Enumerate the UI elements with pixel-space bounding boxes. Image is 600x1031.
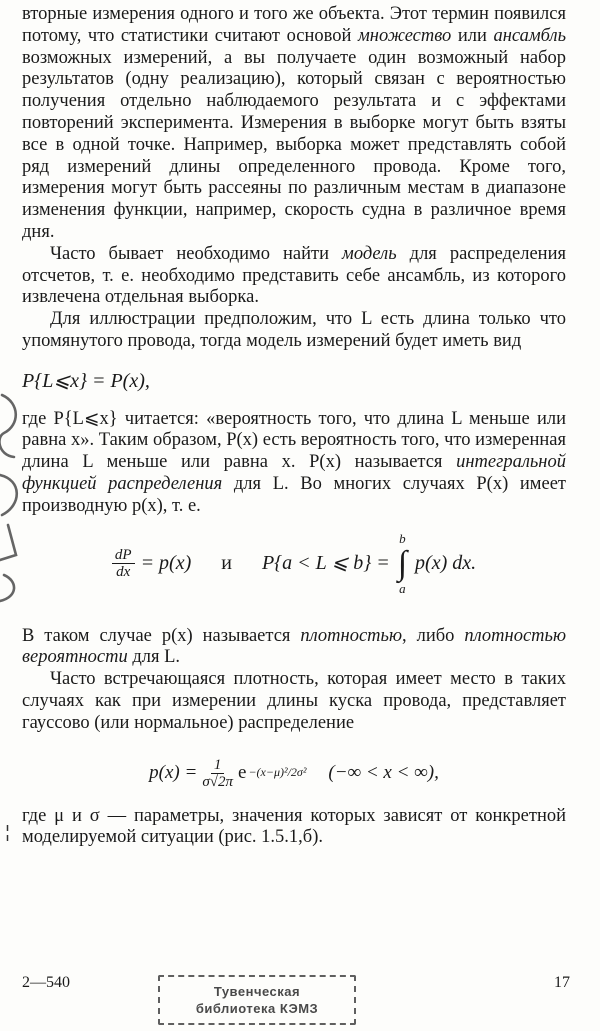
library-stamp (158, 975, 356, 1025)
formula-cdf: P{L⩽x} = P(x), (22, 369, 150, 392)
paragraph-4: где P{L⩽x} читается: «вероятность того, что длина L меньше или равна x». Таким образом, P(x) есть вероятность того, что измеренная длина L меньше или равна x. P(x) называется интегральной функцией распределения для L. Во многих случаях P(x) имеет производную p(x), т. е. (22, 408, 566, 516)
formula-density-integral: $\frac{dP}{dx}$ = p(x) и P{a < L ⩽ b} = b ∫ a p(x) dx. (22, 518, 566, 626)
paragraph-1: вторные измерения одного и того же объекта. Этот термин появился потому, что статистики считают основой множество или ансамбль возможных измерений, а вы получаете один возможный набор результатов (одну реализацию), который связан с вероятностью получения отдельно наблюдаемого результата и с эффектами повторений эксперимента. Измерения в выборке могут быть взяты все в одной точке. Например, выборка может представлять собой ряд измерений длины определенного провода. Кроме того, измерения могут быть рассеяны по различным местам в диапазоне изменения функции, например, скорость судна в различное время дня. (22, 4, 566, 242)
paragraph-5: В таком случае p(x) называется плотностью, либо плотностью вероятности для L. (22, 625, 566, 668)
margin-tick-mark (6, 825, 9, 841)
body-text (22, 4, 566, 849)
stamp-line-1: Тувенческая (213, 984, 301, 999)
paragraph-3: Для иллюстрации предположим, что L есть длина только что упомянутого провода, тогда модель измерений будет иметь вид (22, 309, 566, 351)
page-number: 17 (554, 974, 570, 991)
paragraph-6: Часто встречающаяся плотность, которая имеет место в таких случаях как при измерении длины куска провода, представляет гауссово (или нормальное) распределение (22, 669, 566, 733)
integral-sign: b ∫ a (397, 530, 408, 596)
formula-gaussian: p(x) = $\frac{1}{\sigma√2\pi}$ e −(x−μ)²/2σ² (−∞ < x < ∞), (149, 756, 439, 790)
paragraph-2: Часто бывает необходимо найти модель для распределения отсчетов, т. е. необходимо представить себе ансамбль, из которого извлечена отдельная выборка. (22, 243, 566, 308)
stamp-line-2: библиотека КЭМЗ (195, 1001, 319, 1016)
fraction-normalization: $\frac{1}{\sigma√2\pi}$ (202, 756, 233, 790)
paragraph-7: где μ и σ — параметры, значения которых зависят от конкретной моделируемой ситуации (рис. 1.5.1,б). (22, 805, 566, 848)
fraction-dp-dx: $\frac{dP}{dx}$ (112, 547, 135, 580)
printer-signature: 2—540 (22, 974, 70, 991)
